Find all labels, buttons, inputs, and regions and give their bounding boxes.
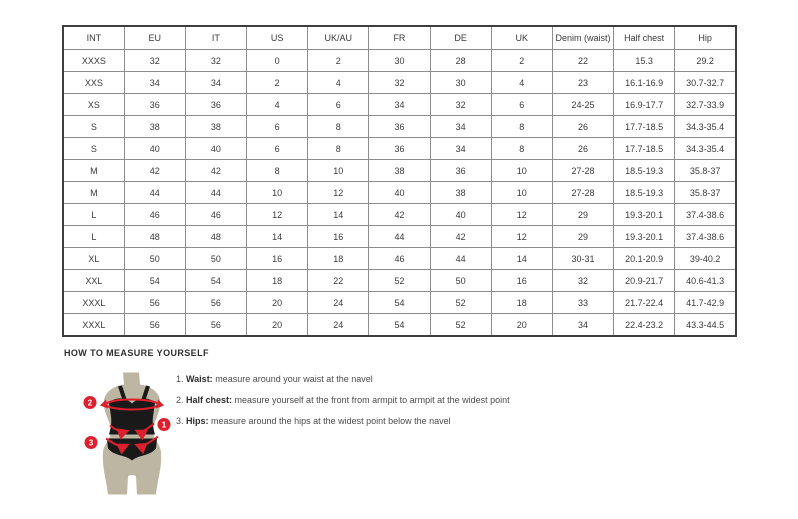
table-cell: 27-28 [552,160,613,182]
table-cell: 39-40.2 [675,248,736,270]
table-cell: XXXS [63,50,124,72]
table-cell: 6 [491,94,552,116]
table-cell: 2 [491,50,552,72]
step-label: Waist: [186,374,213,384]
table-cell: 32 [552,270,613,292]
table-cell: 15.3 [614,50,675,72]
measure-section-title: HOW TO MEASURE YOURSELF [64,348,209,358]
table-cell: 6 [308,94,369,116]
table-cell: 18 [247,270,308,292]
table-cell: 42 [185,160,246,182]
table-cell: 10 [247,182,308,204]
table-cell: 16 [247,248,308,270]
table-cell: S [63,116,124,138]
table-cell: 54 [185,270,246,292]
table-cell: 42 [369,204,430,226]
table-row [63,50,736,72]
table-cell: 34 [430,138,491,160]
table-cell: 56 [185,314,246,337]
step-text: measure around the hips at the widest point below the navel [208,416,451,426]
table-cell: 6 [247,138,308,160]
table-cell: 56 [185,292,246,314]
table-cell: 16.9-17.7 [614,94,675,116]
table-cell: 16 [491,270,552,292]
table-cell: 37.4-38.6 [675,204,736,226]
table-cell: 19.3-20.1 [614,226,675,248]
table-row [63,270,736,292]
table-cell: 2 [247,72,308,94]
table-cell: 24 [308,292,369,314]
table-cell: 44 [185,182,246,204]
mannequin-illustration [76,371,186,499]
step-number: 1. [176,374,187,384]
table-cell: 36 [430,160,491,182]
table-cell: 35.8-37 [675,160,736,182]
table-cell: 20.1-20.9 [614,248,675,270]
table-cell: 29 [552,204,613,226]
table-cell: 34 [124,72,185,94]
table-cell: 40.6-41.3 [675,270,736,292]
table-cell: 6 [247,116,308,138]
table-cell: M [63,182,124,204]
table-cell: 12 [247,204,308,226]
table-cell: 26 [552,138,613,160]
table-cell: 29.2 [675,50,736,72]
column-header: Hip [675,26,736,50]
table-cell: 44 [369,226,430,248]
table-row [63,292,736,314]
column-header: Half chest [614,26,675,50]
table-cell: 36 [369,138,430,160]
column-header: US [247,26,308,50]
size-table-body [63,50,736,337]
column-header: DE [430,26,491,50]
table-cell: 10 [491,182,552,204]
table-cell: 24 [308,314,369,337]
table-cell: 38 [430,182,491,204]
table-cell: 0 [247,50,308,72]
table-cell: 34.3-35.4 [675,116,736,138]
measure-point-1-badge [158,418,171,431]
table-cell: 46 [369,248,430,270]
table-cell: 21.7-22.4 [614,292,675,314]
table-cell: 8 [247,160,308,182]
table-cell: 54 [124,270,185,292]
table-cell: 18 [308,248,369,270]
table-cell: 43.3-44.5 [675,314,736,337]
table-cell: 4 [247,94,308,116]
table-cell: 46 [185,204,246,226]
table-cell: 10 [308,160,369,182]
table-cell: 2 [308,50,369,72]
table-row [63,160,736,182]
table-cell: 18.5-19.3 [614,182,675,204]
table-cell: 38 [369,160,430,182]
table-cell: 56 [124,314,185,337]
table-cell: 14 [308,204,369,226]
table-row [63,204,736,226]
column-header: FR [369,26,430,50]
table-cell: 30 [369,50,430,72]
table-cell: 18.5-19.3 [614,160,675,182]
table-cell: 54 [369,292,430,314]
table-cell: 28 [430,50,491,72]
column-header: Denim (waist) [552,26,613,50]
table-cell: 41.7-42.9 [675,292,736,314]
measure-steps [176,369,510,432]
table-cell: 34 [369,94,430,116]
table-row [63,182,736,204]
table-cell: 35.8-37 [675,182,736,204]
table-row [63,72,736,94]
table-cell: 34.3-35.4 [675,138,736,160]
column-header: EU [124,26,185,50]
table-cell: 16 [308,226,369,248]
table-cell: 32 [124,50,185,72]
table-cell: 20 [491,314,552,337]
table-cell: 14 [491,248,552,270]
table-cell: 40 [369,182,430,204]
table-cell: 56 [124,292,185,314]
table-cell: 16.1-16.9 [614,72,675,94]
table-row [63,94,736,116]
table-cell: 40 [430,204,491,226]
svg-text:3: 3 [88,438,94,448]
table-cell: 32 [369,72,430,94]
table-cell: 40 [185,138,246,160]
table-cell: 8 [491,138,552,160]
table-cell: 38 [124,116,185,138]
step-label: Hips: [186,416,209,426]
table-row [63,116,736,138]
table-cell: XXXL [63,292,124,314]
table-cell: 8 [308,138,369,160]
table-cell: 12 [491,226,552,248]
table-cell: 22.4-23.2 [614,314,675,337]
table-cell: 42 [430,226,491,248]
table-cell: 33 [552,292,613,314]
table-cell: M [63,160,124,182]
column-header: INT [63,26,124,50]
svg-text:2: 2 [87,398,93,408]
table-cell: 38 [185,116,246,138]
table-cell: 19.3-20.1 [614,204,675,226]
table-cell: 18 [491,292,552,314]
table-cell: XXXL [63,314,124,337]
table-cell: 50 [124,248,185,270]
table-cell: 10 [491,160,552,182]
table-cell: 17.7-18.5 [614,138,675,160]
measure-point-3-badge [85,436,98,449]
column-header: IT [185,26,246,50]
table-cell: 34 [185,72,246,94]
table-cell: 20.9-21.7 [614,270,675,292]
table-cell: 32 [430,94,491,116]
table-cell: 22 [552,50,613,72]
table-cell: 36 [369,116,430,138]
column-header: UK/AU [308,26,369,50]
table-cell: L [63,226,124,248]
table-cell: 23 [552,72,613,94]
measure-step [176,369,510,390]
table-cell: 48 [185,226,246,248]
table-cell: 8 [308,116,369,138]
size-table-container [62,25,737,337]
table-cell: 20 [247,292,308,314]
table-row [63,138,736,160]
step-label: Half chest: [186,395,233,405]
table-row [63,314,736,337]
table-cell: S [63,138,124,160]
table-cell: XXS [63,72,124,94]
step-text: measure yourself at the front from armpit to armpit at the widest point [232,395,510,405]
table-cell: XL [63,248,124,270]
measure-step [176,411,510,432]
table-cell: 12 [308,182,369,204]
size-conversion-table [62,25,737,337]
table-cell: 40 [124,138,185,160]
table-row [63,248,736,270]
table-cell: 29 [552,226,613,248]
step-number: 3. [176,416,187,426]
table-cell: 48 [124,226,185,248]
table-cell: 8 [491,116,552,138]
table-cell: 32 [185,50,246,72]
table-cell: 27-28 [552,182,613,204]
table-cell: 50 [185,248,246,270]
table-cell: 24-25 [552,94,613,116]
table-cell: 52 [430,292,491,314]
table-cell: 34 [430,116,491,138]
table-cell: L [63,204,124,226]
table-cell: 50 [430,270,491,292]
table-cell: 30-31 [552,248,613,270]
column-header: UK [491,26,552,50]
table-cell: 4 [491,72,552,94]
svg-text:1: 1 [161,420,167,430]
table-cell: 17.7-18.5 [614,116,675,138]
table-cell: 34 [552,314,613,337]
step-number: 2. [176,395,187,405]
size-table-header-row [63,26,736,50]
table-cell: 30 [430,72,491,94]
table-cell: 26 [552,116,613,138]
table-cell: 52 [430,314,491,337]
table-cell: 36 [124,94,185,116]
table-cell: 44 [430,248,491,270]
table-cell: 36 [185,94,246,116]
table-row [63,226,736,248]
mannequin-figure-icon [76,371,186,499]
table-cell: 44 [124,182,185,204]
table-cell: XXL [63,270,124,292]
table-cell: 14 [247,226,308,248]
table-cell: 52 [369,270,430,292]
table-cell: XS [63,94,124,116]
table-cell: 42 [124,160,185,182]
table-cell: 12 [491,204,552,226]
table-cell: 46 [124,204,185,226]
table-cell: 4 [308,72,369,94]
step-text: measure around your waist at the navel [212,374,373,384]
table-cell: 30.7-32.7 [675,72,736,94]
table-cell: 20 [247,314,308,337]
table-cell: 22 [308,270,369,292]
table-cell: 54 [369,314,430,337]
measure-step [176,390,510,411]
table-cell: 32.7-33.9 [675,94,736,116]
table-cell: 37.4-38.6 [675,226,736,248]
measure-point-2-badge [84,396,97,409]
